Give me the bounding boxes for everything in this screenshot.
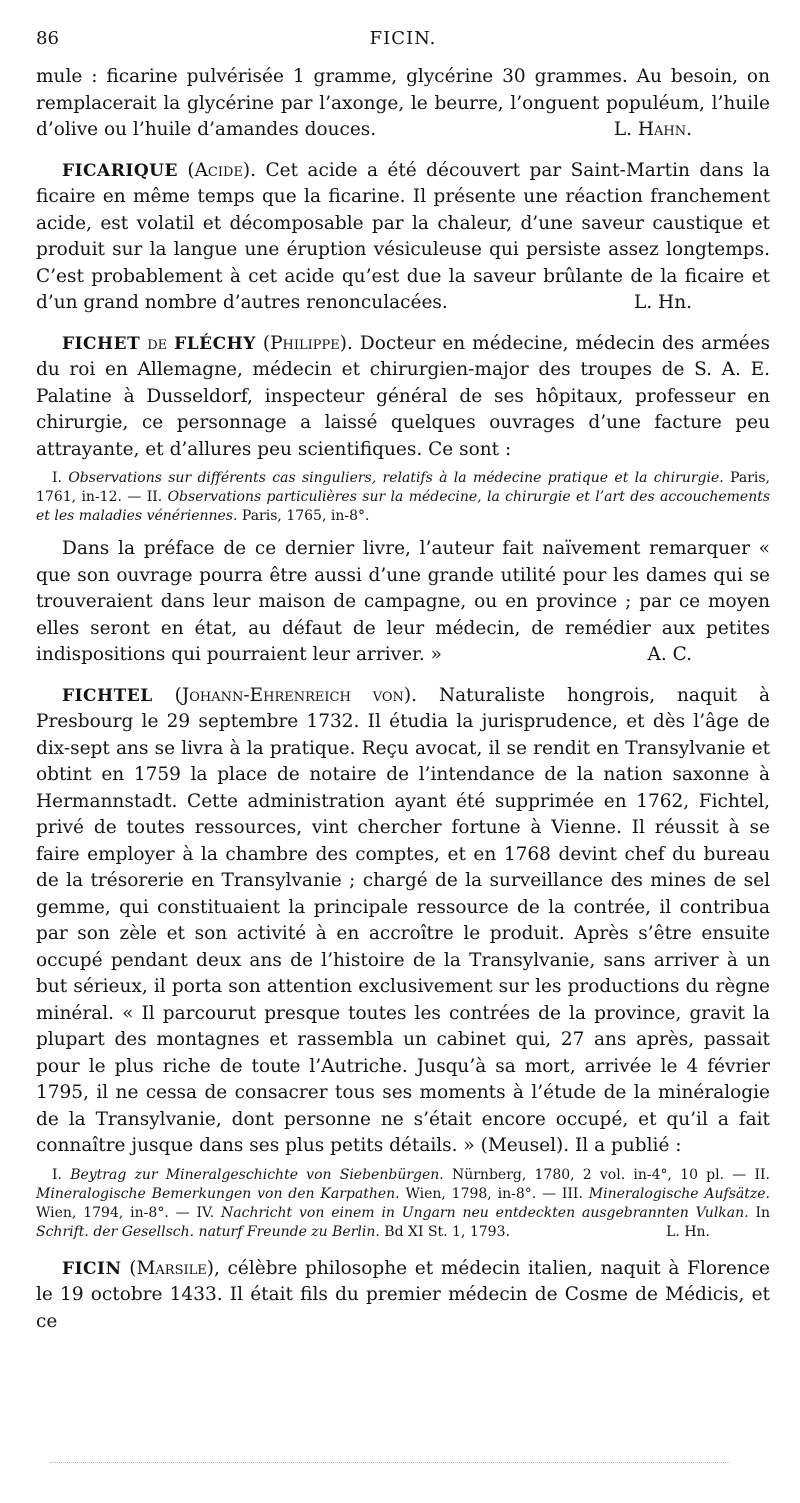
entry-ficarique <box>36 158 770 317</box>
biblio-number: II. <box>146 489 163 505</box>
qualifier: (Philippe). <box>262 332 353 354</box>
biblio-publication: Bd XI St. 1, 1793. <box>384 1223 510 1240</box>
entry-text: Docteur en médecine, médecin des armées du roi en Allemagne, médecin et chirurgien-major des troupes de S. A. E. Palatine à Dusseldorf, inspecteur général de ses hôpitaux, professeur en chirurgie, ce personnage a laissé quelques ouvrages d’une facture peu attrayante, et d’allures peu scientifiques. Ce sont : <box>36 332 771 460</box>
biblio-in: In <box>755 1204 771 1221</box>
signature: L. Hn. <box>666 1223 710 1240</box>
biblio-number: I. <box>52 470 62 486</box>
biblio-number: I. <box>52 1166 62 1183</box>
biblio-publication: Paris, 1765, in-8°. <box>241 508 370 524</box>
bibliography <box>36 1166 770 1242</box>
entry-text: Dans la préface de ce dernier livre, l’auteur fait naïvement remarquer « que son ouvrage pourra être aussi d’une grande utilité pour les dames qui se trouveraient dans leur maison de campagne, ou en province ; par ce moyen elles seront en état, au défaut de leur médecin, de remédier aux petites indispositions qui pourraient leur arriver. » <box>36 538 770 665</box>
headword: FICIN <box>62 1258 122 1279</box>
entry-fichtel <box>36 683 770 1160</box>
entry-fichet <box>36 331 770 464</box>
biblio-title: Nachricht von einem in Ungarn neu entdeckten ausgebrannten Vulkan. <box>221 1204 749 1221</box>
biblio-title: Beytrag zur Mineralgeschichte von Siebenbürgen. <box>70 1166 444 1183</box>
headword: FICHET <box>62 333 141 354</box>
entry-ficin <box>36 1256 770 1336</box>
biblio-number: II. <box>754 1166 771 1183</box>
headword: FICARIQUE <box>62 160 178 181</box>
biblio-title: Observations particulières sur la médecine, la chirurgie et l’art des accouchements et les maladies vénériennes. <box>36 489 771 524</box>
qualifier: (Acide). <box>187 159 257 181</box>
biblio-publication: Paris, 1761, in-12. — <box>36 470 771 505</box>
entry-continuation <box>36 64 770 144</box>
biblio-title: Mineralogische Aufsätze. <box>588 1185 771 1202</box>
page <box>36 0 770 1335</box>
entry-text: célèbre philosophe et médecin italien, naquit à Florence le 19 octobre 1433. Il était fils du premier médecin de Cosme de Médicis, et ce <box>36 1257 770 1332</box>
qualifier: (Johann-Ehrenreich von). <box>174 684 418 706</box>
signature: L. Hahn. <box>613 119 692 140</box>
biblio-publication: Wien, 1798, in-8°. — <box>405 1185 557 1202</box>
entry-text: Naturaliste hongrois, naquit à Presbourg le 29 septembre 1732. Il étudia la jurisprudence, et dès l’âge de dix-sept ans se livra à la pratique. Reçu avocat, il se rendit en Transylvanie et obtint en 1759 la place de notaire de l’intendance de la nation saxonne à Hermannstadt. Cette administration ayant été supprimée en 1762, Fichtel, privé de toutes ressources, vint chercher fortune à Vienne. Il réussit à se faire employer à la chambre des comptes, et en 1768 devint chef du bureau de la trésorerie en Transylvanie ; chargé de la surveillance des mines de sel gemme, qui constituaient la principale ressource de la contrée, il contribua par son zèle et son activité à en accroître le produit. Après s’être ensuite occupé pendant deux ans de l’histoire de la Transylvanie, sans arriver à un but sérieux, il porta son attention exclusivement sur les productions du règne minéral. « Il parcourut presque toutes les contrées de la province, gravit la plupart des montagnes et rassembla un cabinet qui, 27 ans après, passait pour le plus riche de toute l’Autriche. Jusqu’à sa mort, arrivée le 4 février 1795, il ne cessa de consacrer tous ses moments à l’étude de la minéralogie de la Transylvanie, dont personne ne s’était encore occupé, et qu’il a fait connaître jusque dans ses plus petits détails. » (Meusel). Il a publié : <box>36 684 770 1156</box>
running-head: FICIN. <box>369 28 437 49</box>
biblio-title: Mineralogische Bemerkungen von den Karpathen. <box>36 1185 400 1202</box>
biblio-title: Observations sur différents cas singuliers, relatifs à la médecine pratique et la chirurgie. <box>68 470 724 486</box>
entry-fichet-paragraph <box>36 536 770 669</box>
biblio-publication: Nürnberg, 1780, 2 vol. in-4°, 10 pl. — <box>451 1166 747 1183</box>
biblio-title: Schrift. der Gesellsch. naturf Freunde zu Berlin. <box>36 1223 380 1240</box>
biblio-number: IV. <box>196 1204 215 1221</box>
bleed-through-line <box>50 1462 730 1463</box>
bibliography <box>36 469 770 526</box>
headword: FICHTEL <box>62 685 153 706</box>
entry-text: Cet acide a été découvert par Saint-Martin dans la ficaire en même temps que la ficarine. Il présente une réaction franchement acide, est volatil et décomposable par la chaleur, d’une saveur caustique et produit sur la langue une éruption vésiculeuse qui persiste assez longtemps. C’est probablement à cet acide qu’est due la saveur brûlante de la ficaire et d’un grand nombre d’autres renonculacées. <box>36 159 770 313</box>
particle: de <box>147 332 168 354</box>
page-number: 86 <box>36 28 59 49</box>
biblio-number: III. <box>561 1185 583 1202</box>
biblio-publication: Wien, 1794, in-8°. — <box>36 1204 190 1221</box>
signature: L. Hn. <box>634 292 692 313</box>
headword: FLÉCHY <box>174 333 256 354</box>
continuation-text: mule : ficarine pulvérisée 1 gramme, glycérine 30 grammes. Au besoin, on remplacerait la glycérine par l’axonge, le beurre, l’onguent populéum, l’huile d’olive ou l’huile d’amandes douces. <box>36 66 770 140</box>
signature: A. C. <box>647 644 692 665</box>
page-header <box>36 28 770 56</box>
qualifier: (Marsile), <box>129 1257 220 1279</box>
